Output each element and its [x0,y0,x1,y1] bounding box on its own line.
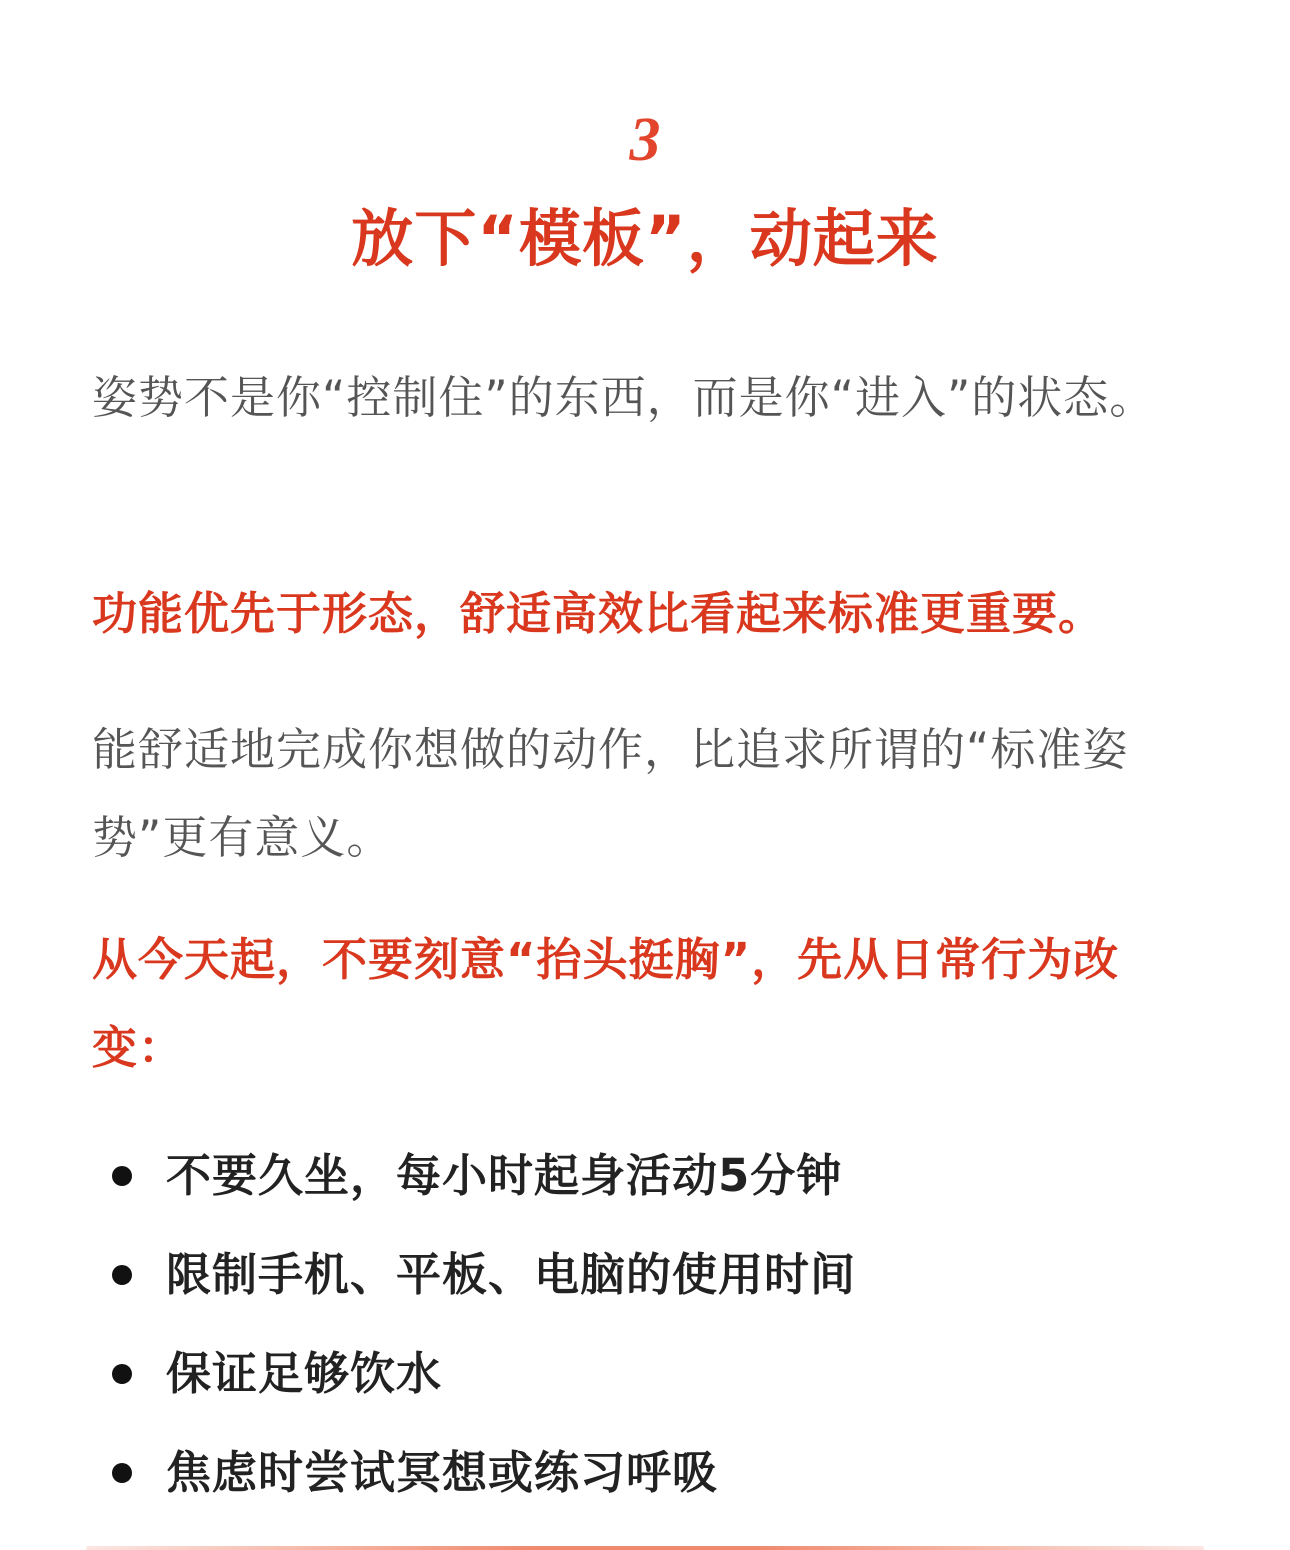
intro-paragraph: 姿势不是你“控制住”的东西，而是你“进入”的状态。 [92,371,1156,424]
list-item [0,1228,1290,1327]
bullet-icon [112,1166,132,1186]
tip-text: 限制手机、平板、电脑的使用时间 [166,1248,857,1301]
tips-list [0,1129,1290,1525]
tip-text: 焦虑时尝试冥想或练习呼吸 [166,1446,719,1499]
list-item [0,1426,1290,1525]
explanation-paragraph: 能舒适地完成你想做的动作，比追求所谓的“标准姿势”更有意义。 [92,723,1129,864]
footer-divider [86,1546,1204,1550]
bullet-icon [112,1463,132,1483]
tip-text: 不要久坐，每小时起身活动5分钟 [166,1149,843,1202]
section-number: 3 [629,106,661,174]
bullet-icon [112,1265,132,1285]
action-highlight: 从今天起，不要刻意“抬头挺胸”，先从日常行为改变： [92,933,1120,1074]
key-point-highlight: 功能优先于形态，舒适高效比看起来标准更重要。 [92,587,1105,640]
section-title: 放下“模板”，动起来 [351,202,939,275]
tip-text: 保证足够饮水 [166,1347,443,1400]
bullet-icon [112,1364,132,1384]
list-item [0,1129,1290,1228]
list-item [0,1327,1290,1426]
